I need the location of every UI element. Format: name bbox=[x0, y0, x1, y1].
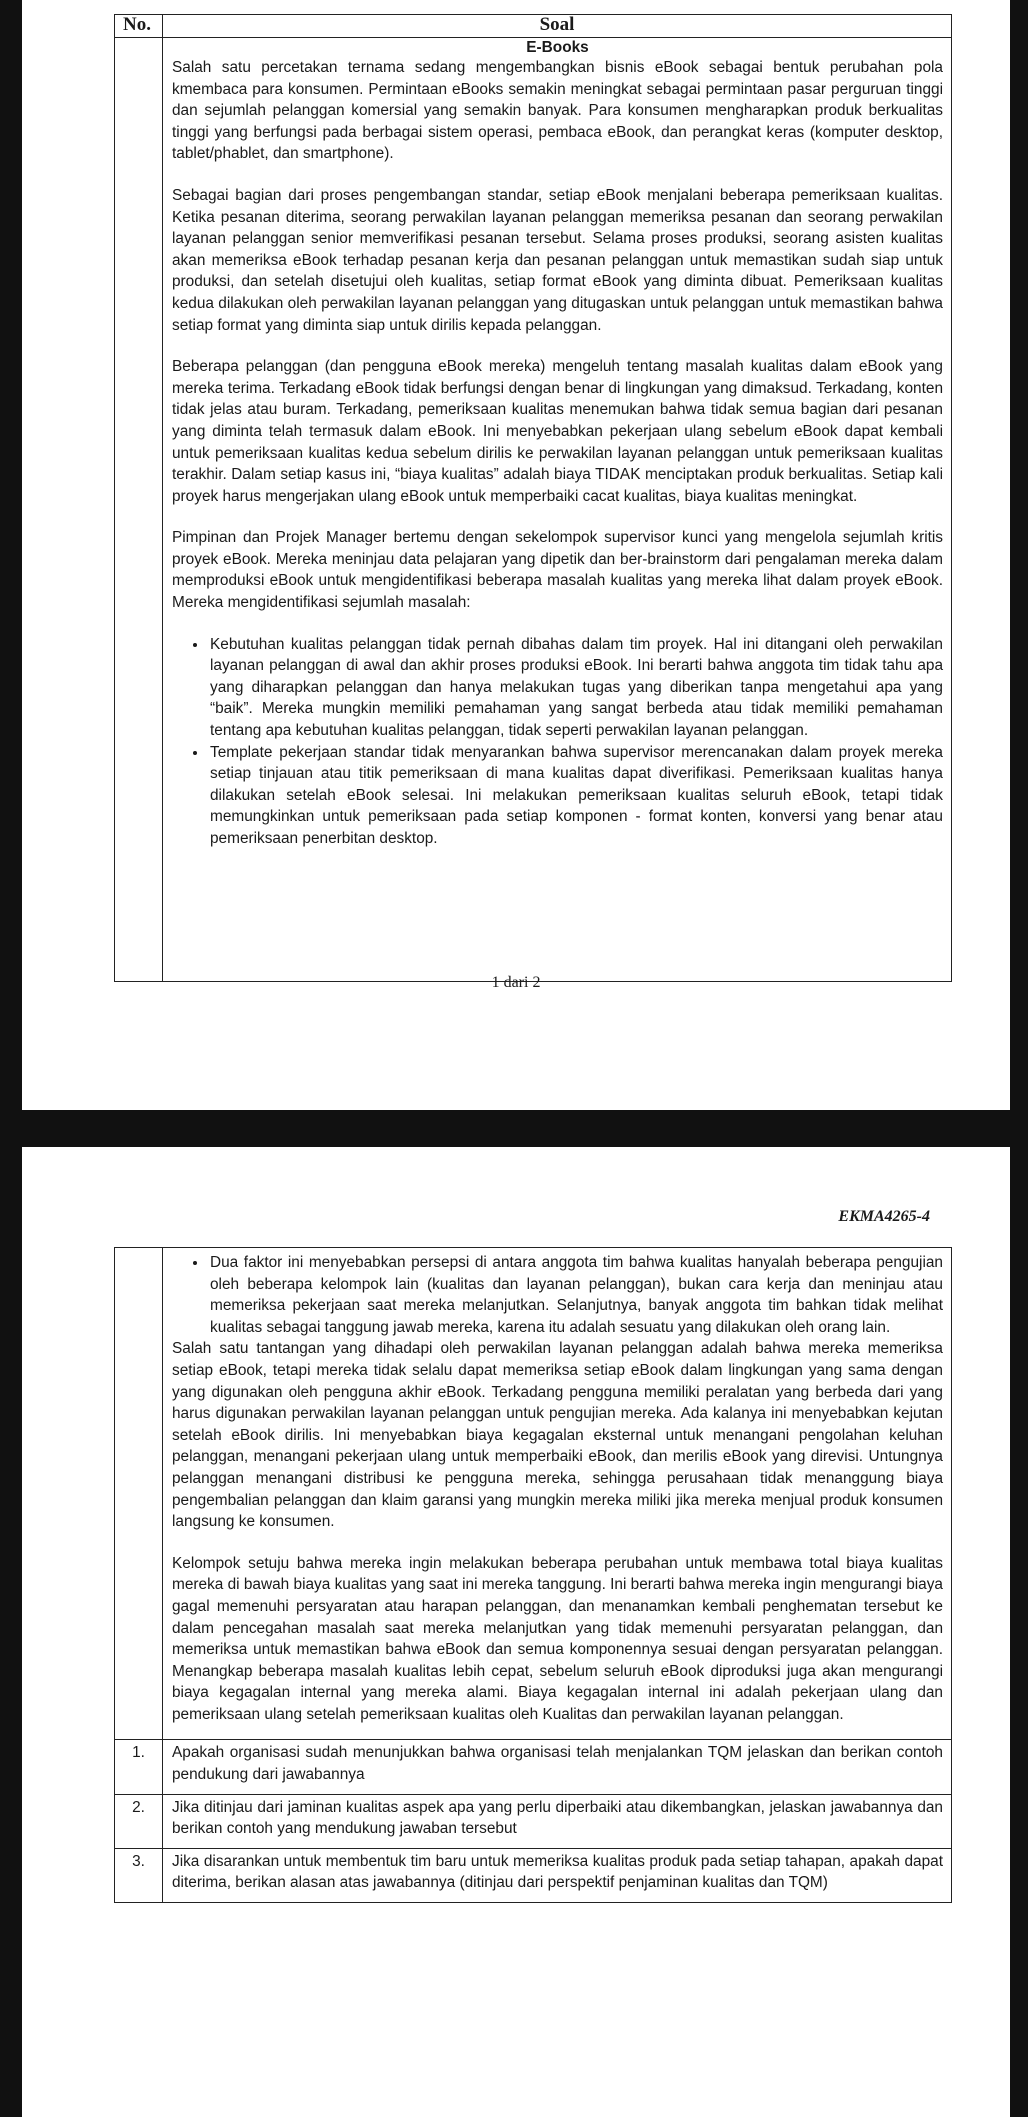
paragraph: Beberapa pelanggan (dan pengguna eBook mereka) mengeluh tentang masalah kualitas dalam eBook yang mereka terima. Terkadang eBook tidak berfungsi dengan benar di lingkungan yang dimaksud. Terkadang, konten tidak jelas atau buram. Terkadang, pemeriksaan kualitas menemukan bahwa tidak semua bagian dari pesanan yang diminta telah termasuk dalam eBook. Ini menyebabkan pekerjaan ulang sebelum eBook dapat kembali untuk pemeriksaan kualitas kedua sebelum dirilis ke perwakilan layanan pelanggan untuk pemeriksaan kualitas terakhir. Dalam setiap kasus ini, “biaya kualitas” adalah biaya TIDAK menciptakan produk berkualitas. Setiap kali proyek harus mengerjakan ulang eBook untuk memperbaiki cacat kualitas, biaya kualitas meningkat. bbox=[172, 358, 943, 505]
paragraph: Salah satu percetakan ternama sedang mengembangkan bisnis eBook sebagai bentuk perubahan pola kmembaca para konsumen. Permintaan eBooks semakin meningkat sebagai permintaan pasar perguruan tinggi dan sejumlah pelanggan komersial yang semakin banyak. Para konsumen mengharapkan produk berkualitas tinggi yang berfungsi pada berbagai sistem operasi, pembaca eBook, dan perangkat keras (komputer desktop, tablet/phablet, dan smartphone). bbox=[172, 59, 943, 163]
case-row-continued bbox=[115, 1248, 952, 1740]
paragraph: Kelompok setuju bahwa mereka ingin melakukan beberapa perubahan untuk membawa total biaya kualitas mereka di bawah biaya kualitas yang saat ini mereka tanggung. Ini berarti bahwa mereka ingin mengurangi biaya gagal memenuhi persyaratan atau harapan pelanggan, dan menanamkan kembali penghematan tersebut ke dalam pencegahan masalah saat mereka melanjutkan yang tidak memenuhi persyaratan pelanggan, dan memeriksa untuk memastikan bahwa eBook dan semua komponennya sesuai dengan persyaratan pelanggan. Menangkap beberapa masalah kualitas lebih cepat, sebelum seluruh eBook diproduksi juga akan mengurangi biaya kegagalan internal yang mereka alami. Biaya kegagalan internal ini adalah pekerjaan ulang dan pemeriksaan ulang setelah pemeriksaan kualitas oleh Kualitas dan perwakilan layanan pelanggan. bbox=[172, 1554, 943, 1723]
question-text: Jika ditinjau dari jaminan kualitas aspek apa yang perlu diperbaiki atau dikembangkan, jelaskan jawabannya dan berikan contoh yang mendukung jawaban tersebut bbox=[163, 1794, 952, 1848]
question-text: Apakah organisasi sudah menunjukkan bahwa organisasi telah menjalankan TQM jelaskan dan berikan contoh pendukung dari jawabannya bbox=[163, 1740, 952, 1794]
paragraph: Pimpinan dan Projek Manager bertemu dengan sekelompok supervisor kunci yang mengelola sejumlah kritis proyek eBook. Mereka meninjau data pelajaran yang dipetik dan ber-brainstorm dari pengalaman mereka dalam memproduksi eBook untuk mengidentifikasi beberapa masalah kualitas yang mereka lihat dalam proyek eBook. Mereka mengidentifikasi sejumlah masalah: bbox=[172, 529, 943, 612]
case-row bbox=[115, 38, 952, 982]
list-item: • Template pekerjaan standar tidak menyarankan bahwa supervisor merencanakan dalam proyek mereka setiap tinjauan atau titik pemeriksaan di mana kualitas dapat diverifikasi. Pemeriksaan kualitas hanya dilakukan setelah eBook selesai. Ini melakukan pemeriksaan kualitas seluruh eBook, tetapi tidak memungkinkan untuk pemeriksaan pada setiap komponen - format konten, konversi yang benar atau pemeriksaan penerbitan desktop. bbox=[208, 742, 943, 850]
question-row bbox=[115, 1794, 952, 1848]
list-item: • Dua faktor ini menyebabkan persepsi di antara anggota tim bahwa kualitas hanyalah beberapa pengujian oleh beberapa kelompok lain (kualitas dan layanan pelanggan), bukan cara kerja dan meninjau atau memeriksa pekerjaan saat mereka melanjutkan. Selanjutnya, banyak anggota tim bahkan tidak melihat kualitas sebagai tanggung jawab mereka, karena itu adalah sesuatu yang dilakukan oleh orang lain. bbox=[208, 1252, 943, 1338]
question-number: 2. bbox=[115, 1794, 163, 1848]
document-page-2 bbox=[22, 1147, 1010, 2117]
question-number: 1. bbox=[115, 1740, 163, 1794]
paragraph: Sebagai bagian dari proses pengembangan standar, setiap eBook menjalani beberapa pemeriksaan kualitas. Ketika pesanan diterima, seorang perwakilan layanan pelanggan memeriksa pesanan dan seorang perwakilan layanan pelanggan senior memverifikasi pesanan tersebut. Selama proses produksi, seorang asisten kualitas akan memeriksa eBook terhadap pesanan kerja dan pesanan pelanggan untuk memastikan sudah siap untuk produksi, dan setelah disetujui oleh kualitas, setiap format eBook yang diminta dibuat. Pemeriksaan kualitas kedua dilakukan oleh perwakilan layanan pelanggan yang ditugaskan untuk pelanggan untuk memastikan bahwa setiap format yang diminta siap untuk dirilis kepada pelanggan. bbox=[172, 186, 943, 334]
case-text-cell bbox=[163, 38, 952, 982]
document-page-1 bbox=[22, 0, 1010, 1110]
header-no: No. bbox=[115, 15, 163, 38]
empty-number-cell bbox=[115, 38, 163, 982]
case-text-cell bbox=[163, 1248, 952, 1740]
case-title: E-Books bbox=[526, 39, 589, 56]
question-number: 3. bbox=[115, 1848, 163, 1902]
empty-number-cell bbox=[115, 1248, 163, 1740]
page-number: 1 dari 2 bbox=[491, 974, 541, 991]
issue-list bbox=[172, 634, 943, 850]
course-code: EKMA4265-4 bbox=[838, 1208, 930, 1225]
paragraph: Salah satu tantangan yang dihadapi oleh perwakilan layanan pelanggan adalah bahwa mereka memeriksa setiap eBook, tetapi mereka tidak selalu dapat memeriksa setiap eBook dalam lingkungan yang sama dengan yang digunakan oleh pengguna akhir eBook. Terkadang pengguna memiliki peralatan yang berbeda dari yang harus digunakan perwakilan layanan pelanggan untuk pengujian mereka. Ada kalanya ini menyebabkan kejutan setelah eBook dirilis. Ini menyebabkan biaya kegagalan eksternal untuk menangani pengolahan keluhan pelanggan, menangani pekerjaan ulang untuk memperbaiki eBook, dan merilis eBook yang direvisi. Untungnya pelanggan menangani distribusi ke pengguna mereka, sehingga perusahaan tidak menanggung biaya pengembalian pelanggan dan klaim garansi yang mungkin mereka miliki jika mereka menjual produk konsumen langsung ke konsumen. bbox=[172, 1340, 943, 1531]
question-table-page-2 bbox=[114, 1247, 952, 1903]
question-text: Jika disarankan untuk membentuk tim baru untuk memeriksa kualitas produk pada setiap tahapan, apakah dapat diterima, berikan alasan atas jawabannya (ditinjau dari perspektif penjaminan kualitas dan TQM) bbox=[163, 1848, 952, 1902]
question-row bbox=[115, 1848, 952, 1902]
question-row bbox=[115, 1740, 952, 1794]
list-item: • Kebutuhan kualitas pelanggan tidak pernah dibahas dalam tim proyek. Hal ini ditangani oleh perwakilan layanan pelanggan di awal dan akhir proses produksi eBook. Ini berarti bahwa anggota tim tidak tahu apa yang diharapkan pelanggan dan hanya melakukan tugas yang diberikan tanpa mengetahui apa yang “baik”. Mereka mungkin memiliki pemahaman yang sangat berbeda atau tidak memiliki pemahaman tentang apa kebutuhan kualitas pelanggan, tidak seperti perwakilan layanan pelanggan. bbox=[208, 634, 943, 742]
table-header-row bbox=[115, 15, 952, 38]
issue-list bbox=[172, 1252, 943, 1338]
header-soal: Soal bbox=[163, 15, 952, 38]
question-table-page-1 bbox=[114, 14, 952, 982]
